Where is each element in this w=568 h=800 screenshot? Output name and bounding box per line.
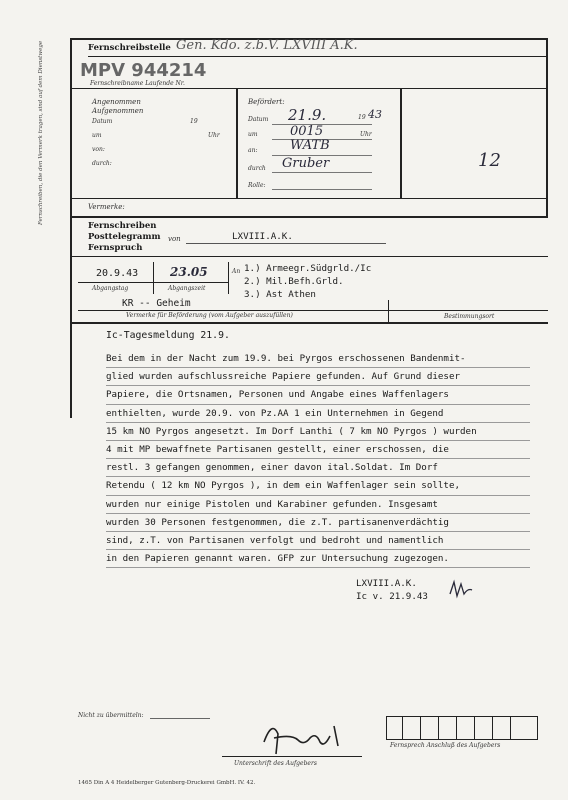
fernsprech-cell-1 bbox=[402, 716, 403, 740]
fernsprech-cell-4 bbox=[456, 716, 457, 740]
forwarded-durch-label: durch bbox=[248, 165, 266, 172]
forwarded-year-prefix: 19 bbox=[358, 114, 366, 121]
befordert-label: Befördert: bbox=[248, 98, 285, 106]
rolle-rule bbox=[272, 189, 372, 190]
header-underline bbox=[88, 56, 548, 57]
received-von-label: von: bbox=[92, 146, 105, 153]
recipient-1: 1.) Armeegr.Südgrld./Ic bbox=[244, 263, 372, 274]
signature-ref: Ic v. 21.9.43 bbox=[356, 591, 428, 602]
bestimmungsort-label: Bestimmungsort bbox=[444, 313, 495, 320]
report-line: sind, z.T. von Partisanen verfolgt und bedroht und namentlich bbox=[106, 532, 530, 550]
stamp-number: MPV 944214 bbox=[80, 60, 207, 81]
vermerke-top-rule bbox=[72, 198, 548, 199]
posttelegramm-label: Posttelegramm bbox=[88, 232, 161, 242]
side-print: Fernschreiben, die den Vermerk tragen, sind auf dem Dienstwege bbox=[38, 40, 44, 225]
abgang-divider-right bbox=[228, 262, 229, 294]
report-line: 15 km NO Pyrgos angesetzt. Im Dorf Lanthi ( 7 km NO Pyrgos ) wurden bbox=[106, 423, 530, 441]
forwarded-datum-value: 21.9. bbox=[288, 106, 327, 124]
durch-rule bbox=[272, 172, 372, 173]
unterschrift-label: Unterschrift des Aufgebers bbox=[234, 760, 317, 767]
report-line: Retendu ( 12 km NO Pyrgos ), in dem ein Waffenlager sein sollte, bbox=[106, 477, 530, 495]
signature-unit: LXVIII.A.K. bbox=[356, 578, 417, 589]
subcaption: Fernschreibname Laufende Nr. bbox=[90, 80, 185, 87]
received-datum-label: Datum bbox=[92, 118, 113, 125]
vermerke-label: Vermerke: bbox=[88, 203, 125, 211]
an-label: An bbox=[232, 268, 241, 275]
received-year-prefix: 19 bbox=[190, 118, 198, 125]
form-right-rule bbox=[546, 38, 548, 218]
report-title: Ic-Tagesmeldung 21.9. bbox=[106, 330, 230, 341]
beforderung-rule bbox=[78, 310, 548, 311]
abgangszeit-value: 23.05 bbox=[170, 265, 208, 279]
forwarded-an-label: an: bbox=[248, 147, 258, 154]
initials-signature-icon bbox=[448, 578, 474, 600]
report-line: Papiere, die Ortsnamen, Personen und Angabe eines Waffenlagers bbox=[106, 386, 530, 404]
report-line: in den Papieren genannt waren. GFP zur Untersuchung zugezogen. bbox=[106, 550, 530, 568]
report-line: restl. 3 gefangen genommen, einer davon ital.Soldat. Im Dorf bbox=[106, 459, 530, 477]
forwarded-datum-label: Datum bbox=[248, 116, 269, 123]
vermerke-bottom-rule bbox=[72, 216, 548, 218]
fernspruch-label: Fernspruch bbox=[88, 243, 143, 253]
abgang-divider bbox=[153, 262, 154, 294]
margin-mark: 12 bbox=[478, 150, 501, 171]
recipient-3: 3.) Ast Athen bbox=[244, 289, 316, 300]
fernschreiben-label: Fernschreiben bbox=[88, 221, 157, 231]
fernsprech-cell-3 bbox=[438, 716, 439, 740]
forwarded-durch-value: Gruber bbox=[282, 156, 330, 171]
unterschrift-rule bbox=[222, 756, 362, 757]
vermerke-beforderung: Vermerke für Beförderung (vom Aufgeber auszufüllen) bbox=[126, 312, 293, 319]
header-bottom-rule bbox=[72, 88, 548, 89]
fernsprech-cell-6 bbox=[492, 716, 493, 740]
received-um-label: um bbox=[92, 132, 102, 139]
meta-bottom-rule bbox=[72, 322, 548, 324]
abgangstag-value: 20.9.43 bbox=[96, 268, 139, 279]
bestimmungsort-divider bbox=[388, 300, 389, 322]
fernsprech-cell-7 bbox=[510, 716, 511, 740]
von-label: von bbox=[168, 235, 181, 243]
forwarded-year-value: 43 bbox=[368, 108, 382, 121]
nicht-rule bbox=[150, 718, 210, 719]
nicht-label: Nicht zu übermitteln: bbox=[78, 712, 144, 719]
forwarded-an-value: WATB bbox=[290, 138, 330, 153]
classification: KR -- Geheim bbox=[122, 298, 191, 309]
received-durch-label: durch: bbox=[92, 160, 112, 167]
fernsprech-box bbox=[386, 716, 538, 740]
report-line: wurden 30 Personen festgenommen, die z.T. partisanenverdächtig bbox=[106, 514, 530, 532]
aufgenommen-label: Aufgenommen bbox=[92, 107, 144, 115]
sender: LXVIII.A.K. bbox=[232, 231, 293, 242]
report-body bbox=[106, 350, 530, 568]
report-line: wurden nur einige Pistolen und Karabiner gefunden. Insgesamt bbox=[106, 496, 530, 514]
message-type-rule bbox=[72, 256, 548, 257]
fernsprech-cell-2 bbox=[420, 716, 421, 740]
fernsprech-label: Fernsprech Anschluß des Aufgebers bbox=[390, 742, 501, 749]
sender-rule bbox=[186, 243, 386, 244]
signature-icon bbox=[258, 712, 348, 760]
report-line: Bei dem in der Nacht zum 19.9. bei Pyrgos erschossenen Bandenmit- bbox=[106, 350, 530, 368]
block-divider-right bbox=[400, 88, 402, 198]
forwarded-um-label: um bbox=[248, 131, 258, 138]
fernschreibstelle-label: Fernschreibstelle bbox=[88, 43, 171, 53]
block-divider bbox=[236, 88, 238, 198]
recipient-2: 2.) Mil.Befh.Grld. bbox=[244, 276, 344, 287]
angenommen-label: Angenommen bbox=[92, 98, 141, 106]
report-line: glied wurden aufschlussreiche Papiere gefunden. Auf Grund dieser bbox=[106, 368, 530, 386]
forwarded-um-value: 0015 bbox=[290, 124, 324, 139]
abgangszeit-label: Abgangszeit bbox=[168, 285, 206, 292]
fernsprech-cell-5 bbox=[474, 716, 475, 740]
forwarded-rolle-label: Rolle: bbox=[248, 182, 266, 189]
printer-line: 1465 Din A 4 Heidelberger Gutenberg-Druckerei GmbH. IV. 42. bbox=[78, 780, 256, 786]
abgangstag-label: Abgangstag bbox=[92, 285, 129, 292]
report-line: 4 mit MP bewaffnete Partisanen gestellt, einer erschossen, die bbox=[106, 441, 530, 459]
fernschreibstelle-value: Gen. Kdo. z.b.V. LXVIII A.K. bbox=[176, 38, 358, 53]
report-line: enthielten, wurde 20.9. von Pz.AA 1 ein Unternehmen in Gegend bbox=[106, 405, 530, 423]
forwarded-uhr-label: Uhr bbox=[360, 131, 372, 138]
received-uhr-label: Uhr bbox=[208, 132, 220, 139]
